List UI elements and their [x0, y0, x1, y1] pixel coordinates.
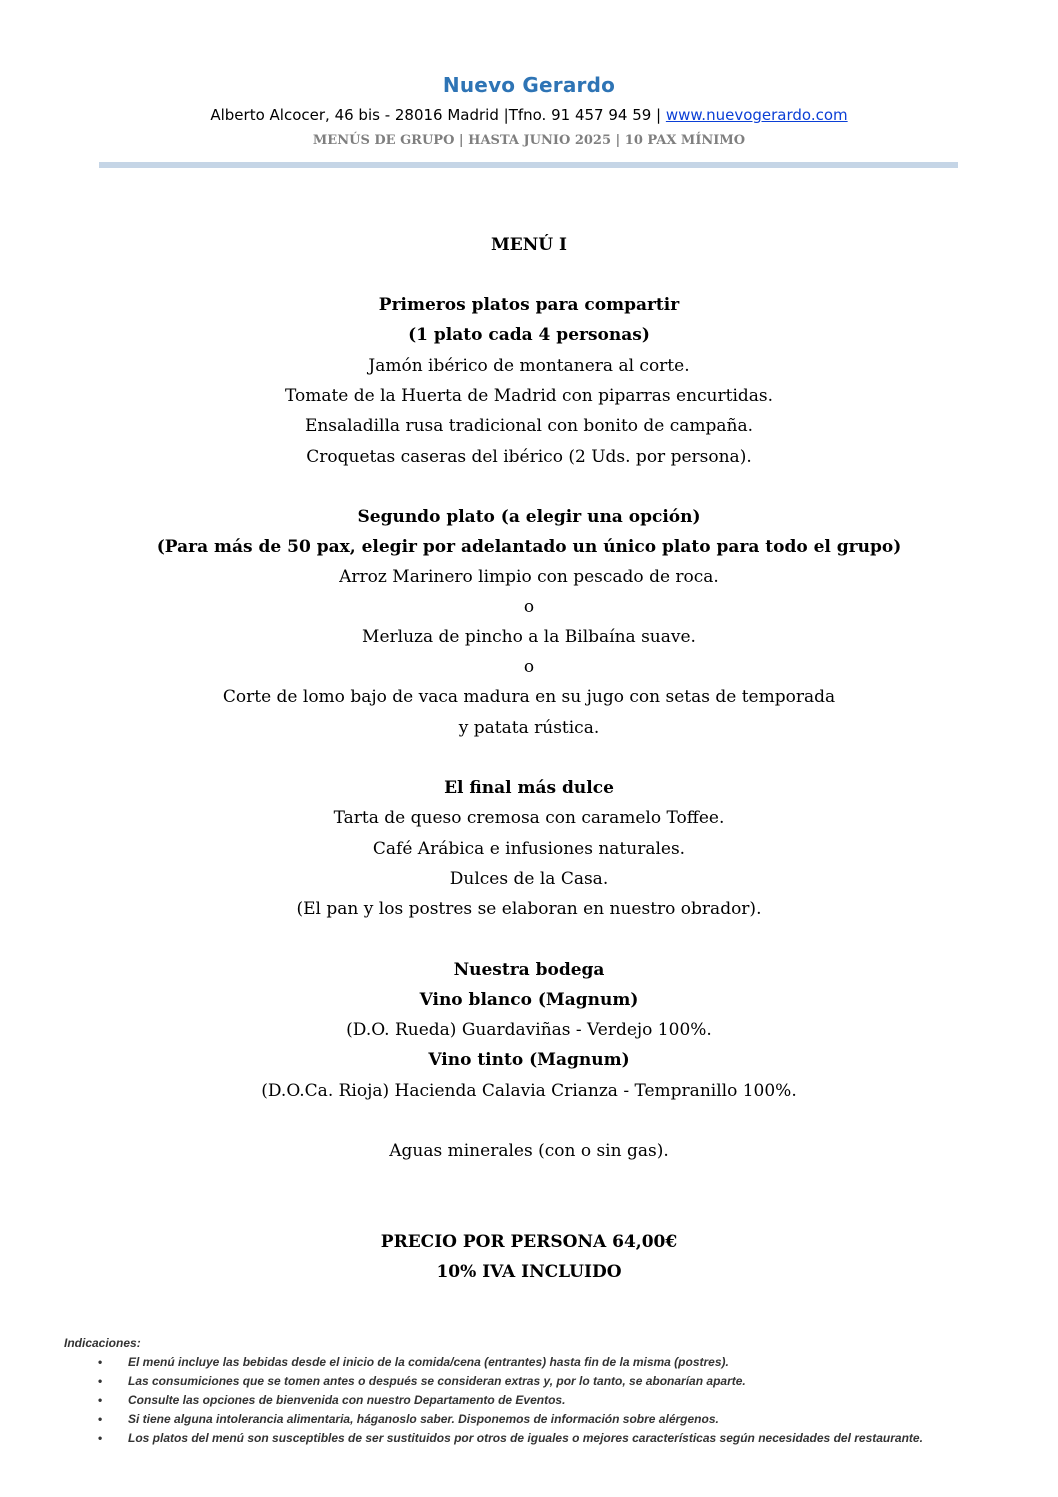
note-item — [64, 1354, 924, 1370]
note-text: El menú incluye las bebidas desde el inicio de la comida/cena (entrantes) hasta fin de la misma (postres). — [128, 1355, 729, 1369]
bullet-icon: • — [98, 1412, 103, 1426]
dessert-heading: El final más dulce — [444, 778, 614, 798]
starters-subheading: (1 plato cada 4 personas) — [408, 325, 650, 345]
notes-list — [64, 1354, 924, 1446]
bullet-icon: • — [98, 1374, 103, 1388]
dessert-item: Tarta de queso cremosa con caramelo Toffee. — [333, 808, 725, 828]
note-item — [64, 1392, 924, 1408]
dessert-item: Dulces de la Casa. — [449, 869, 609, 889]
note-item — [64, 1430, 924, 1446]
main-option: Corte de lomo bajo de vaca madura en su jugo con setas de temporada — [222, 687, 836, 707]
price: PRECIO POR PERSONA 64,00€ — [380, 1232, 678, 1252]
note-text: Consulte las opciones de bienvenida con nuestro Departamento de Eventos. — [128, 1393, 566, 1407]
starter-item: Ensaladilla rusa tradicional con bonito de campaña. — [304, 416, 754, 436]
red-wine: (D.O.Ca. Rioja) Hacienda Calavia Crianza - Tempranillo 100%. — [261, 1081, 797, 1101]
starter-item: Jamón ibérico de montanera al corte. — [368, 356, 690, 376]
or-separator: o — [523, 657, 535, 677]
mains-subheading: (Para más de 50 pax, elegir por adelantado un único plato para todo el grupo) — [156, 537, 902, 557]
water: Aguas minerales (con o sin gas). — [389, 1141, 669, 1161]
note-item — [64, 1411, 924, 1427]
or-separator: o — [523, 597, 535, 617]
note-text: Las consumiciones que se tomen antes o después se consideran extras y, por lo tanto, se abonarían aparte. — [128, 1374, 746, 1388]
address-line — [0, 106, 1058, 124]
note-item — [64, 1373, 924, 1389]
mains-heading: Segundo plato (a elegir una opción) — [357, 507, 701, 527]
starter-item: Tomate de la Huerta de Madrid con piparras encurtidas. — [284, 386, 774, 406]
main-option-continued: y patata rústica. — [458, 718, 600, 738]
website-link[interactable]: www.nuevogerardo.com — [665, 106, 848, 124]
bullet-icon: • — [98, 1431, 103, 1445]
header-divider — [99, 162, 958, 168]
dessert-item: Café Arábica e infusiones naturales. — [372, 839, 686, 859]
starters-heading: Primeros platos para compartir — [378, 295, 680, 315]
notes-title: Indicaciones: — [64, 1336, 141, 1350]
note-text: Los platos del menú son susceptibles de ser sustituidos por otros de iguales o mejores características según necesidades del restaurante. — [128, 1431, 923, 1445]
notes-section — [64, 1336, 924, 1449]
starter-item: Croquetas caseras del ibérico (2 Uds. por persona). — [306, 447, 752, 467]
bullet-icon: • — [98, 1355, 103, 1369]
address-text: Alberto Alcocer, 46 bis - 28016 Madrid |Tfno. 91 457 94 59 | — [210, 106, 666, 124]
wine-heading: Nuestra bodega — [453, 960, 605, 980]
white-wine-heading: Vino blanco (Magnum) — [419, 990, 639, 1010]
vat-note: 10% IVA INCLUIDO — [436, 1262, 622, 1282]
white-wine: (D.O. Rueda) Guardaviñas - Verdejo 100%. — [346, 1020, 712, 1040]
restaurant-name: Nuevo Gerardo — [442, 73, 616, 97]
main-option: Arroz Marinero limpio con pescado de roca. — [339, 567, 719, 587]
bullet-icon: • — [98, 1393, 103, 1407]
note-text: Si tiene alguna intolerancia alimentaria, háganoslo saber. Disponemos de información sobre alérgenos. — [128, 1412, 719, 1426]
red-wine-heading: Vino tinto (Magnum) — [428, 1050, 630, 1070]
menu-tagline: MENÚS DE GRUPO | HASTA JUNIO 2025 | 10 PAX MÍNIMO — [312, 133, 746, 148]
menu-title: MENÚ I — [490, 235, 567, 255]
dessert-note: (El pan y los postres se elaboran en nuestro obrador). — [296, 899, 762, 919]
main-option: Merluza de pincho a la Bilbaína suave. — [362, 627, 696, 647]
